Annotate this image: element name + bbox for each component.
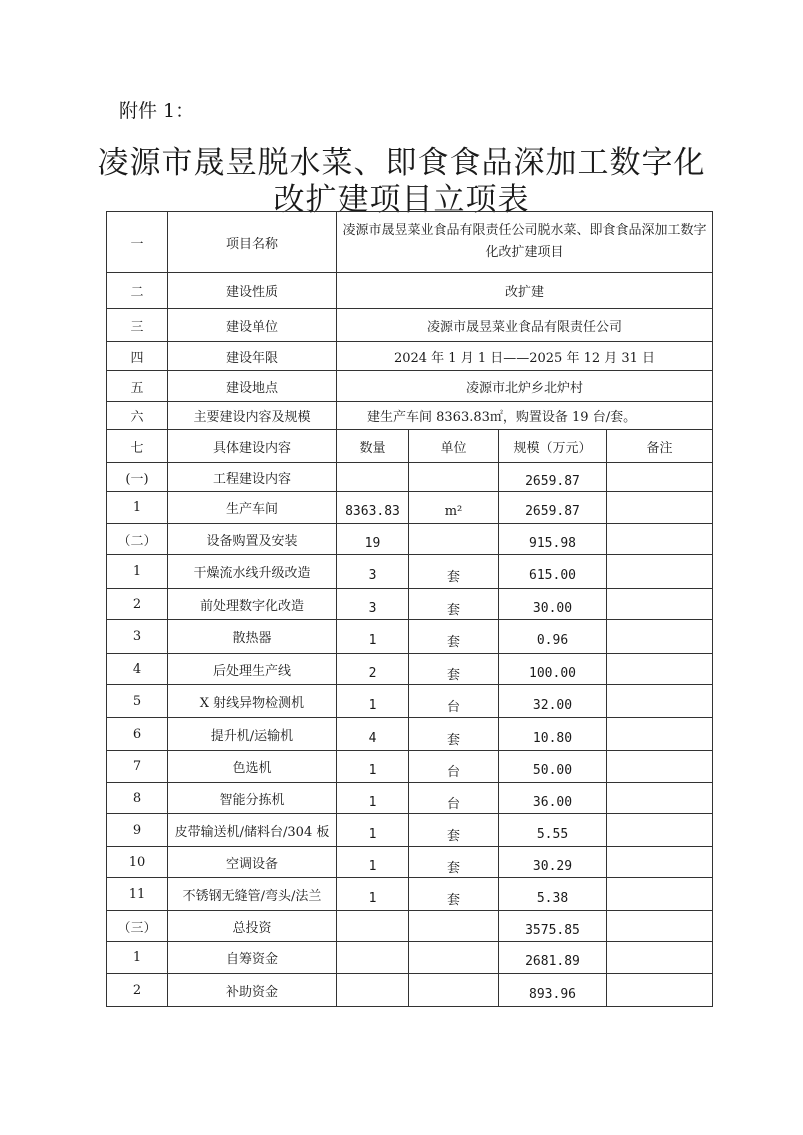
detail-quantity: 1 [337, 620, 409, 654]
detail-quantity: 1 [337, 847, 409, 878]
project-name-value: 凌源市晟昱菜业食品有限责任公司脱水菜、即食食品深加工数字化改扩建项目 [337, 212, 713, 273]
row-label: 建设性质 [168, 273, 337, 309]
detail-note [607, 911, 713, 942]
detail-row [107, 654, 713, 685]
detail-item: 设备购置及安装 [168, 524, 337, 555]
header-item: 具体建设内容 [168, 430, 337, 463]
detail-unit: 套 [409, 555, 499, 589]
detail-note [607, 555, 713, 589]
info-row [107, 212, 713, 273]
detail-unit: 套 [409, 814, 499, 847]
detail-quantity: 1 [337, 685, 409, 718]
detail-unit: 台 [409, 685, 499, 718]
document-title-line-1: 凌源市晟昱脱水菜、即食食品深加工数字化 [97, 145, 706, 181]
detail-item: 散热器 [168, 620, 337, 654]
project-approval-table [106, 211, 713, 1007]
detail-quantity: 4 [337, 718, 409, 751]
detail-item: 皮带输送机/储料台/304 板 [168, 814, 337, 847]
detail-number: 9 [107, 814, 168, 847]
detail-row [107, 974, 713, 1007]
detail-number: 5 [107, 685, 168, 718]
detail-note [607, 878, 713, 911]
row-number: 三 [107, 309, 168, 342]
detail-scale: 10.80 [499, 718, 607, 751]
detail-unit: 套 [409, 620, 499, 654]
detail-unit: 套 [409, 718, 499, 751]
detail-number: 3 [107, 620, 168, 654]
row-label: 建设地点 [168, 371, 337, 402]
detail-row [107, 555, 713, 589]
detail-unit: 台 [409, 751, 499, 783]
detail-quantity: 1 [337, 783, 409, 814]
info-row [107, 402, 713, 430]
detail-scale: 2659.87 [499, 492, 607, 524]
info-row [107, 342, 713, 371]
detail-quantity: 1 [337, 751, 409, 783]
row-number: 四 [107, 342, 168, 371]
detail-quantity [337, 942, 409, 974]
detail-quantity: 1 [337, 814, 409, 847]
detail-row [107, 847, 713, 878]
detail-number: （二） [107, 524, 168, 555]
detail-item: 工程建设内容 [168, 463, 337, 492]
detail-scale: 30.00 [499, 589, 607, 620]
row-number: 六 [107, 402, 168, 430]
detail-unit: m² [409, 492, 499, 524]
detail-row [107, 620, 713, 654]
detail-quantity: 2 [337, 654, 409, 685]
detail-note [607, 942, 713, 974]
detail-note [607, 463, 713, 492]
detail-note [607, 620, 713, 654]
main-content-value: 建生产车间 8363.83㎡，购置设备 19 台/套。 [337, 402, 713, 430]
detail-unit: 套 [409, 878, 499, 911]
detail-row [107, 685, 713, 718]
detail-unit [409, 911, 499, 942]
detail-scale: 32.00 [499, 685, 607, 718]
detail-row [107, 524, 713, 555]
document-title-line-2: 改扩建项目立项表 [273, 182, 530, 218]
detail-quantity: 1 [337, 878, 409, 911]
info-row [107, 273, 713, 309]
detail-scale: 2659.87 [499, 463, 607, 492]
detail-note [607, 524, 713, 555]
detail-scale: 3575.85 [499, 911, 607, 942]
detail-note [607, 974, 713, 1007]
detail-number: 8 [107, 783, 168, 814]
header-scale: 规模（万元） [499, 430, 607, 463]
attachment-label: 附件 1： [119, 100, 195, 122]
detail-note [607, 751, 713, 783]
detail-scale: 100.00 [499, 654, 607, 685]
detail-number: 1 [107, 942, 168, 974]
detail-quantity: 8363.83 [337, 492, 409, 524]
detail-number: 2 [107, 589, 168, 620]
row-number: 二 [107, 273, 168, 309]
detail-note [607, 654, 713, 685]
detail-number: 4 [107, 654, 168, 685]
detail-row [107, 911, 713, 942]
detail-row [107, 751, 713, 783]
detail-scale: 0.96 [499, 620, 607, 654]
detail-quantity [337, 911, 409, 942]
detail-item: 干燥流水线升级改造 [168, 555, 337, 589]
detail-quantity [337, 974, 409, 1007]
detail-row [107, 463, 713, 492]
detail-quantity [337, 463, 409, 492]
detail-row [107, 942, 713, 974]
detail-row [107, 783, 713, 814]
detail-scale: 50.00 [499, 751, 607, 783]
detail-item: 不锈钢无缝管/弯头/法兰 [168, 878, 337, 911]
detail-item: 生产车间 [168, 492, 337, 524]
construction-unit-value: 凌源市晟昱菜业食品有限责任公司 [337, 309, 713, 342]
row-label: 建设单位 [168, 309, 337, 342]
detail-item: 自筹资金 [168, 942, 337, 974]
detail-scale: 2681.89 [499, 942, 607, 974]
detail-scale: 915.98 [499, 524, 607, 555]
detail-unit [409, 524, 499, 555]
detail-header-row [107, 430, 713, 463]
detail-row [107, 718, 713, 751]
detail-quantity: 19 [337, 524, 409, 555]
construction-nature-value: 改扩建 [337, 273, 713, 309]
detail-note [607, 589, 713, 620]
row-label: 主要建设内容及规模 [168, 402, 337, 430]
row-label: 项目名称 [168, 212, 337, 273]
detail-item: 后处理生产线 [168, 654, 337, 685]
detail-scale: 36.00 [499, 783, 607, 814]
detail-item: 空调设备 [168, 847, 337, 878]
detail-scale: 30.29 [499, 847, 607, 878]
detail-number: 2 [107, 974, 168, 1007]
detail-item: 智能分拣机 [168, 783, 337, 814]
detail-scale: 5.38 [499, 878, 607, 911]
detail-item: 提升机/运输机 [168, 718, 337, 751]
row-number: 一 [107, 212, 168, 273]
header-note: 备注 [607, 430, 713, 463]
detail-scale: 615.00 [499, 555, 607, 589]
row-number: 五 [107, 371, 168, 402]
detail-unit [409, 942, 499, 974]
detail-unit [409, 974, 499, 1007]
construction-period-value: 2024 年 1 月 1 日——2025 年 12 月 31 日 [337, 342, 713, 371]
header-quantity: 数量 [337, 430, 409, 463]
detail-row [107, 814, 713, 847]
detail-scale: 893.96 [499, 974, 607, 1007]
detail-note [607, 814, 713, 847]
detail-unit: 套 [409, 847, 499, 878]
header-unit: 单位 [409, 430, 499, 463]
detail-note [607, 685, 713, 718]
detail-number: 1 [107, 555, 168, 589]
detail-item: 前处理数字化改造 [168, 589, 337, 620]
detail-number: (一) [107, 463, 168, 492]
detail-row [107, 878, 713, 911]
detail-quantity: 3 [337, 555, 409, 589]
detail-row [107, 492, 713, 524]
header-number: 七 [107, 430, 168, 463]
detail-number: 11 [107, 878, 168, 911]
detail-row [107, 589, 713, 620]
construction-location-value: 凌源市北炉乡北炉村 [337, 371, 713, 402]
row-label: 建设年限 [168, 342, 337, 371]
detail-number: 6 [107, 718, 168, 751]
detail-unit: 套 [409, 654, 499, 685]
detail-note [607, 847, 713, 878]
detail-number: 10 [107, 847, 168, 878]
detail-note [607, 718, 713, 751]
detail-unit [409, 463, 499, 492]
detail-note [607, 783, 713, 814]
info-row [107, 371, 713, 402]
detail-item: 总投资 [168, 911, 337, 942]
detail-number: 1 [107, 492, 168, 524]
detail-scale: 5.55 [499, 814, 607, 847]
detail-note [607, 492, 713, 524]
detail-unit: 套 [409, 589, 499, 620]
detail-unit: 台 [409, 783, 499, 814]
detail-item: 色选机 [168, 751, 337, 783]
detail-number: （三） [107, 911, 168, 942]
detail-item: 补助资金 [168, 974, 337, 1007]
detail-quantity: 3 [337, 589, 409, 620]
detail-item: X 射线异物检测机 [168, 685, 337, 718]
info-row [107, 309, 713, 342]
detail-number: 7 [107, 751, 168, 783]
